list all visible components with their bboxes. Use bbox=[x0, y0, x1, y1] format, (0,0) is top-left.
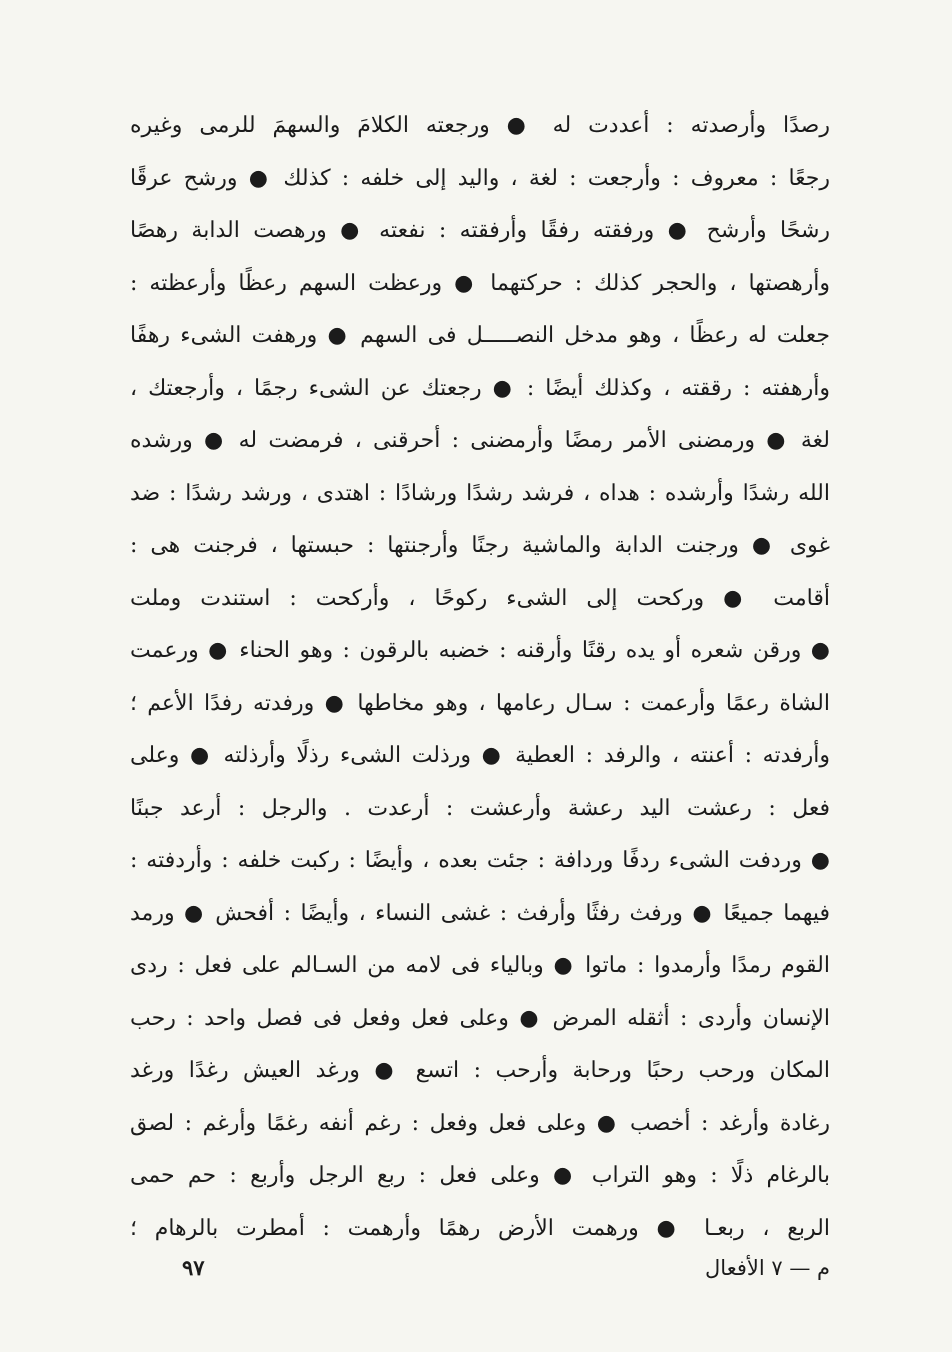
page-number: ٩٧ bbox=[182, 1255, 205, 1280]
text-line: الإنسان وأردى : أثقله المرض ● وعلى فعل وفعل فى فصل واحد : رحب bbox=[130, 1005, 830, 1031]
text-line: رجعًا : معروف : وأرجعت : لغة ، واليد إلى خلفه : كذلك ● ورشح عرقًا bbox=[130, 165, 830, 191]
signature-mark: م — ٧ الأفعال bbox=[705, 1256, 830, 1280]
text-line: الله رشدًا وأرشده : هداه ، فرشد رشدًا ورشادًا : اهتدى ، ورشد رشدًا : ضد bbox=[130, 480, 830, 506]
text-line: وأرفدته : أعنته ، والرفد : العطية ● ورذلت الشىء رذلًا وأرذلته ● وعلى bbox=[130, 743, 830, 768]
text-line: القوم رمدًا وأرمدوا : ماتوا ● وبالياء فى لامه من السـالم على فعل : ردى bbox=[130, 953, 830, 978]
text-line: الربع ، ربعـا ● ورهمت الأرض رهمًا وأرهمت : أمطرت بالرهام ؛ bbox=[130, 1215, 830, 1241]
text-line: المكان ورحب رحبًا ورحابة وأرحب : اتسع ● ورغد العيش رغدًا ورغد bbox=[130, 1058, 830, 1083]
text-line: وأرهصتها ، والحجر كذلك : حركتهما ● ورعظت السهم رعظًا وأرعظته : bbox=[130, 270, 830, 296]
text-line: غوى ● ورجنت الدابة والماشية رجنًا وأرجنتها : حبستها ، فرجنت هى : bbox=[130, 533, 830, 558]
text-line: فيهما جميعًا ● ورفث رفثًا وأرفث : غشى النساء ، وأيضًا : أفحش ● ورمد bbox=[130, 900, 830, 926]
page-footer bbox=[130, 1248, 830, 1288]
text-line: الشاة رعمًا وأرعمت : سـال رعامها ، وهو مخاطها ● ورفدته رفدًا الأعم ؛ bbox=[130, 690, 830, 716]
text-line: ● وردفت الشىء ردفًا وردافة : جئت بعده ، وأيضًا : ركبت خلفه : وأردفته : bbox=[130, 848, 830, 873]
text-line: رغادة وأرغد : أخصب ● وعلى فعل وفعل : رغم أنفه رغمًا وأرغم : لصق bbox=[130, 1110, 830, 1136]
text-line: فعل : رعشت اليد رعشة وأرعشت : أرعدت . والرجل : أرعد جبنًا bbox=[130, 795, 830, 821]
text-line: بالرغام ذلًا : وهو التراب ● وعلى فعل : ربع الرجل وأربع : حم حمى bbox=[130, 1163, 830, 1188]
text-line: رشحًا وأرشح ● ورفقته رفقًا وأرفقته : نفعته ● ورهصت الدابة رهصًا bbox=[130, 218, 830, 243]
text-line: جعلت له رعظًا ، وهو مدخل النصـــــل فى السهم ● ورهفت الشىء رهفًا bbox=[130, 323, 830, 348]
text-line: رصدًا وأرصدته : أعددت له ● ورجعته الكلامَ والسهمَ للرمى وغيره bbox=[130, 113, 830, 138]
text-line: وأرهفته : رققته ، وكذلك أيضًا : ● رجعتك عن الشىء رجمًا ، وأرجعتك ، bbox=[130, 375, 830, 401]
text-line: لغة ● ورمضنى الأمر رمضًا وأرمضنى : أحرقنى ، فرمضت له ● ورشده bbox=[130, 428, 830, 453]
text-line: أقامت ● وركحت إلى الشىء ركوحًا ، وأركحت : استندت وملت bbox=[130, 585, 830, 611]
text-line: ● ورقن شعره أو يده رقنًا وأرقنه : خضبه بالرقون : وهو الحناء ● ورعمت bbox=[130, 638, 830, 663]
body-text bbox=[130, 100, 830, 1255]
